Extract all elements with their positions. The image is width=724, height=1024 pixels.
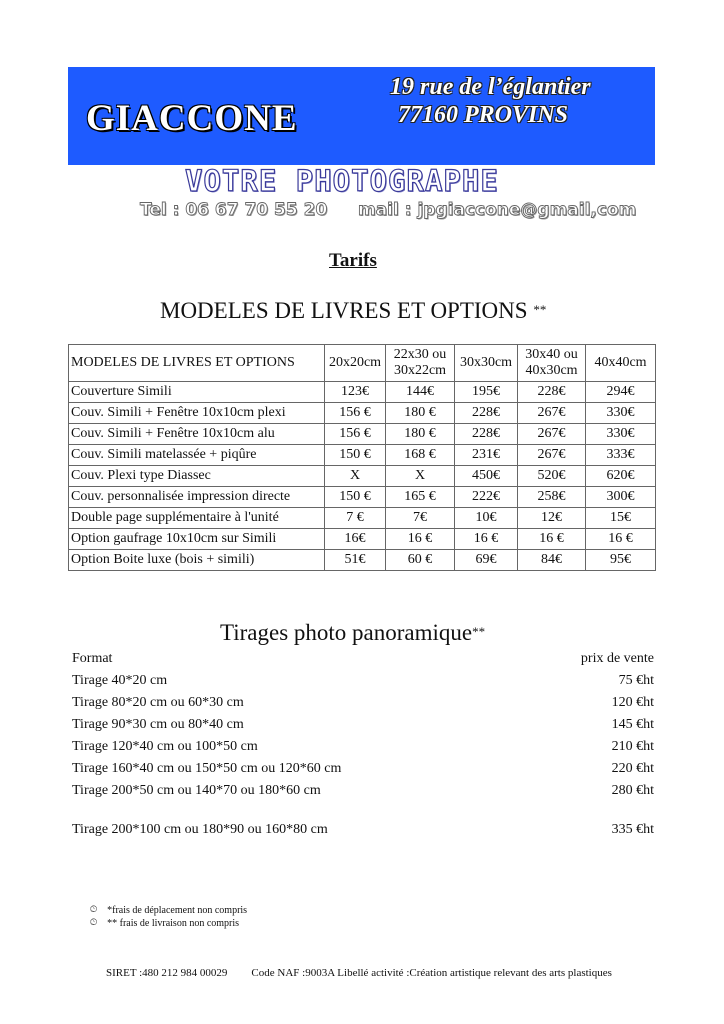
panoramic-title-mark: ** [472, 624, 486, 639]
price: 220 €ht [611, 761, 654, 776]
books-title-text: MODELES DE LIVRES ET OPTIONS [160, 298, 528, 323]
price-cell: 95€ [586, 550, 656, 571]
list-item [72, 714, 654, 736]
price-cell: 165 € [386, 487, 455, 508]
row-label: Couv. personnalisée impression directe [69, 487, 325, 508]
table-row [69, 382, 656, 403]
price-cell: 330€ [586, 424, 656, 445]
price-cell: 267€ [518, 403, 586, 424]
price-cell: 12€ [518, 508, 586, 529]
price-cell: 330€ [586, 403, 656, 424]
price-cell: 7€ [386, 508, 455, 529]
price: 145 €ht [611, 717, 654, 732]
list-header [72, 648, 654, 670]
price-cell: 10€ [455, 508, 518, 529]
price-cell: 168 € [386, 445, 455, 466]
format: Tirage 80*20 cm ou 60*30 cm [72, 695, 244, 710]
price-cell: 228€ [518, 382, 586, 403]
footnote [90, 904, 247, 917]
price-cell: 300€ [586, 487, 656, 508]
row-label: Couv. Simili + Fenêtre 10x10cm plexi [69, 403, 325, 424]
price-cell: 150 € [325, 487, 386, 508]
address-street: 19 rue de l’églantier [390, 74, 591, 100]
list-item [72, 692, 654, 714]
price-cell: 60 € [386, 550, 455, 571]
legal-footer [106, 967, 636, 979]
clock-icon: 🕒︎ [90, 918, 98, 928]
column-header: 20x20cm [325, 345, 386, 382]
siret-number: SIRET :480 212 984 00029 [106, 967, 228, 979]
column-header: 30x40 ou 40x30cm [518, 345, 586, 382]
price-cell: 16 € [386, 529, 455, 550]
panoramic-extra-row [72, 819, 654, 841]
price-cell: X [325, 466, 386, 487]
row-label: Option gaufrage 10x10cm sur Simili [69, 529, 325, 550]
table-row [69, 466, 656, 487]
format-label: Format [72, 651, 113, 666]
format: Tirage 200*50 cm ou 140*70 ou 180*60 cm [72, 783, 321, 798]
price: 75 €ht [618, 673, 654, 688]
list-item [72, 758, 654, 780]
price-cell: 156 € [325, 403, 386, 424]
column-header: 30x30cm [455, 345, 518, 382]
tarifs-heading: Tarifs [329, 250, 377, 271]
price-cell: 180 € [386, 403, 455, 424]
price-cell: 84€ [518, 550, 586, 571]
price-cell: 180 € [386, 424, 455, 445]
format: Tirage 40*20 cm [72, 673, 168, 688]
price-cell: 267€ [518, 424, 586, 445]
slogan: VOTRE PHOTOGRAPHE [185, 164, 499, 198]
table-row [69, 550, 656, 571]
naf-code: Code NAF :9003A Libellé activité :Création artistique relevant des arts plastiques [251, 967, 612, 979]
column-header: 40x40cm [586, 345, 656, 382]
price-cell: 144€ [386, 382, 455, 403]
clock-icon: 🕒︎ [90, 905, 98, 915]
column-header: MODELES DE LIVRES ET OPTIONS [69, 345, 325, 382]
price-cell: 15€ [586, 508, 656, 529]
header-banner [68, 67, 655, 165]
price: 280 €ht [611, 783, 654, 798]
phone-number: Tel : 06 67 70 55 20 [140, 200, 328, 220]
format: Tirage 120*40 cm ou 100*50 cm [72, 739, 258, 754]
list-item [72, 780, 654, 802]
price-cell: 231€ [455, 445, 518, 466]
price-cell: 222€ [455, 487, 518, 508]
table-row [69, 403, 656, 424]
format: Tirage 160*40 cm ou 150*50 cm ou 120*60 cm [72, 761, 342, 776]
price: 210 €ht [611, 739, 654, 754]
list-item [72, 736, 654, 758]
address [390, 73, 591, 129]
email-address: mail : jpgiaccone@gmail,com [358, 200, 637, 220]
table-row [69, 424, 656, 445]
price-cell: 123€ [325, 382, 386, 403]
panoramic-title-text: Tirages photo panoramique [220, 620, 473, 645]
footnote-text: *frais de déplacement non compris [107, 905, 248, 916]
books-section-title [160, 298, 546, 324]
price-label: prix de vente [580, 651, 654, 666]
price-cell: 228€ [455, 403, 518, 424]
price-cell: 228€ [455, 424, 518, 445]
price-cell: 333€ [586, 445, 656, 466]
row-label: Option Boite luxe (bois + simili) [69, 550, 325, 571]
price-cell: 156 € [325, 424, 386, 445]
row-label: Couv. Simili matelassée + piqûre [69, 445, 325, 466]
table-header-row [69, 345, 656, 382]
price-cell: 195€ [455, 382, 518, 403]
panoramic-price-list [72, 648, 654, 802]
panoramic-section-title [220, 620, 485, 646]
row-label: Double page supplémentaire à l'unité [69, 508, 325, 529]
table-row [69, 508, 656, 529]
price-cell: 16 € [586, 529, 656, 550]
price-cell: 450€ [455, 466, 518, 487]
price-cell: 520€ [518, 466, 586, 487]
table-row [69, 445, 656, 466]
books-title-mark: ** [533, 302, 547, 317]
price-cell: 258€ [518, 487, 586, 508]
brand-name: GIACCONE [86, 98, 298, 139]
row-label: Couv. Plexi type Diassec [69, 466, 325, 487]
footnotes [90, 904, 247, 930]
table-row [69, 487, 656, 508]
price-cell: 51€ [325, 550, 386, 571]
price-cell: 150 € [325, 445, 386, 466]
price-cell: 16 € [518, 529, 586, 550]
address-city: 77160 PROVINS [398, 102, 569, 128]
price: 120 €ht [611, 695, 654, 710]
price-cell: 16 € [455, 529, 518, 550]
price-cell: 7 € [325, 508, 386, 529]
footnote [90, 917, 247, 930]
price-cell: 267€ [518, 445, 586, 466]
list-item [72, 819, 654, 841]
row-label: Couverture Simili [69, 382, 325, 403]
row-label: Couv. Simili + Fenêtre 10x10cm alu [69, 424, 325, 445]
price-cell: 294€ [586, 382, 656, 403]
footnote-text: ** frais de livraison non compris [107, 918, 240, 929]
price-cell: 620€ [586, 466, 656, 487]
books-price-table [68, 344, 656, 571]
column-header: 22x30 ou 30x22cm [386, 345, 455, 382]
price: 335 €ht [611, 822, 654, 837]
price-cell: 16€ [325, 529, 386, 550]
table-row [69, 529, 656, 550]
format: Tirage 200*100 cm ou 180*90 ou 160*80 cm [72, 822, 328, 837]
price-cell: 69€ [455, 550, 518, 571]
format: Tirage 90*30 cm ou 80*40 cm [72, 717, 244, 732]
price-cell: X [386, 466, 455, 487]
list-item [72, 670, 654, 692]
